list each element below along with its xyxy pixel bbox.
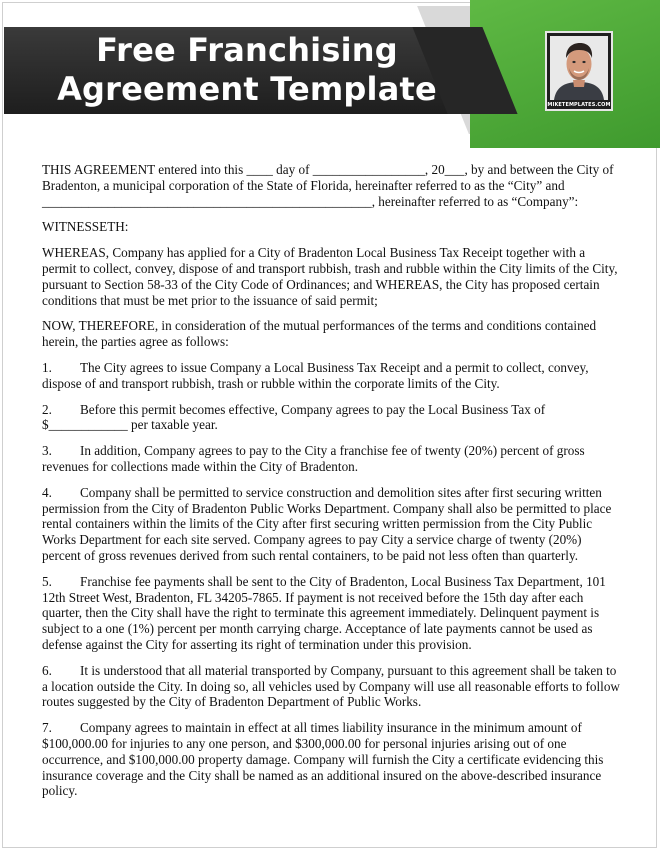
witnesseth-heading: WITNESSETH: [42, 219, 129, 235]
clause-text: Company shall be permitted to service construction and demolition sites after first securing written permission from the City of Bradenton Public Works Department. Company shall also be permitted to place rental containers within the limits of the City after first securing written permission from the City Public Works Department for each site served. Company agrees to pay City a service charge of twenty (20%) percent of gross revenues derived from such rental containers, to be paid not less often than quarterly. [42, 484, 612, 563]
clause-3 [42, 443, 622, 475]
photo-caption: MIKETEMPLATES.COM [547, 102, 611, 108]
clause-5 [42, 574, 622, 653]
therefore-paragraph: NOW, THEREFORE, in consideration of the mutual performances of the terms and conditions contained herein, the parties agree as follows: [42, 318, 597, 350]
page-title [4, 31, 490, 109]
clause-text: Franchise fee payments shall be sent to the City of Bradenton, Local Business Tax Department, 101 12th Street West, Bradenton, FL 34205-7865. If payment is not received before the 15th day after each quarter, then the City shall have the right to terminate this agreement immediately. Delinquent payment is subject to a one (1%) percent per month carrying charge. Acceptance of late payments cannot be used as defense against the City for asserting its right of termination under this provision. [42, 573, 606, 652]
clause-number: 2. [42, 401, 52, 417]
author-portrait [550, 36, 608, 100]
author-photo [545, 31, 613, 111]
clause-2 [42, 402, 622, 434]
clause-number: 6. [42, 662, 52, 678]
clause-number: 7. [42, 720, 52, 736]
clause-text: Company agrees to maintain in effect at all times liability insurance in the minimum amount of $100,000.00 for injuries to any one person, and $300,000.00 for personal injuries arising out of one occurrence, and $100,000.00 property damage. Company will furnish the City a certificate evidencing this insurance coverage and the City shall be named as an additional insured on the above-described insurance policy. [42, 720, 604, 799]
agreement-body [42, 162, 622, 809]
intro-line-3: __________________________________________________, hereinafter referred to as “Company”: [42, 193, 579, 209]
clause-text: Before this permit becomes effective, Company agrees to pay the Local Business Tax of $____________ per taxable year. [42, 401, 546, 433]
clause-number: 3. [42, 443, 52, 459]
clause-text: The City agrees to issue Company a Local Business Tax Receipt and a permit to collect, convey, dispose of and transport rubbish, trash or rubble within the corporate limits of the City. [42, 359, 589, 391]
clause-number: 4. [42, 484, 52, 500]
intro-line-2: Bradenton, a municipal corporation of the State of Florida, hereinafter referred to as the “City” and [42, 177, 565, 193]
clause-4 [42, 485, 622, 564]
clause-6 [42, 663, 622, 710]
clause-1 [42, 360, 622, 392]
clause-text: It is understood that all material transported by Company, pursuant to this agreement shall be taken to a location outside the City. In doing so, all vehicles used by Company will use all reasonable efforts to follow routes suggested by the City of Bradenton Department of Public Works. [42, 662, 620, 710]
whereas-paragraph: WHEREAS, Company has applied for a City of Bradenton Local Business Tax Receipt together with a permit to collect, convey, dispose of and transport rubbish, trash and rubble within the City limits of the City, pursuant to Section 58-33 of the City Code of Ordinances; and WHEREAS, the City has proposed certain conditions that must be met prior to the issuance of said permit; [42, 245, 618, 308]
intro-paragraph [42, 162, 622, 209]
clause-text: In addition, Company agrees to pay to the City a franchise fee of twenty (20%) percent of gross revenues for collections made within the City of Bradenton. [42, 443, 585, 474]
title-line-1: Free Franchising [96, 31, 398, 69]
clause-7 [42, 720, 622, 799]
header-banner [0, 0, 660, 150]
clause-number: 1. [42, 359, 52, 375]
intro-line-1: THIS AGREEMENT entered into this ____ day of _________________, 20___, by and between the City of [42, 162, 614, 177]
clause-number: 5. [42, 573, 52, 589]
title-line-2: Agreement Template [57, 70, 437, 108]
